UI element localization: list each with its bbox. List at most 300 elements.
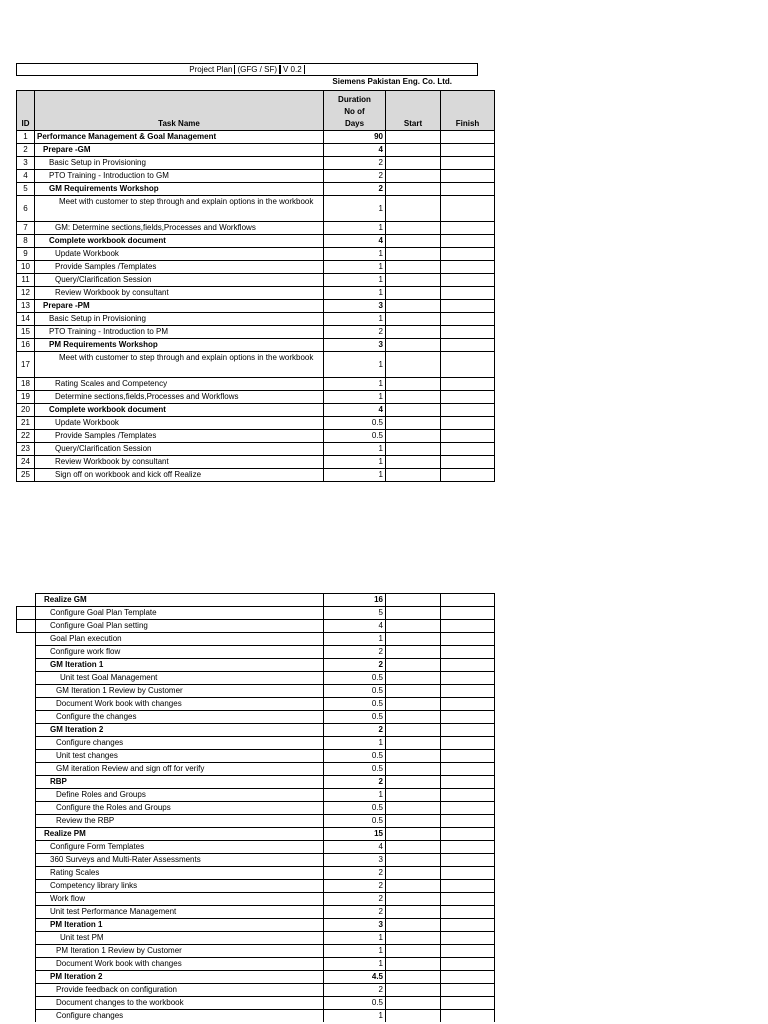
row-start-cell[interactable] (386, 300, 441, 313)
row-id: 25 (17, 469, 35, 482)
row-finish-cell[interactable] (441, 1010, 495, 1023)
row-finish-cell[interactable] (441, 906, 495, 919)
row-task-name: Configure changes (36, 737, 324, 750)
row-id (17, 867, 36, 880)
row-start-cell[interactable] (386, 828, 441, 841)
row-duration: 3 (324, 854, 386, 867)
row-finish-cell[interactable] (441, 659, 495, 672)
row-start-cell[interactable] (386, 378, 441, 391)
row-duration: 0.5 (324, 997, 386, 1010)
row-duration: 5 (324, 607, 386, 620)
row-duration: 0.5 (324, 763, 386, 776)
row-start-cell[interactable] (386, 235, 441, 248)
row-task-name: Basic Setup in Provisioning (35, 157, 324, 170)
row-start-cell[interactable] (386, 750, 441, 763)
row-finish-cell[interactable] (441, 183, 495, 196)
realize-phase-table (16, 593, 495, 1022)
row-finish-cell[interactable] (441, 300, 495, 313)
row-start-cell[interactable] (386, 607, 441, 620)
row-id (17, 685, 36, 698)
row-id: 7 (17, 222, 35, 235)
row-id (17, 1010, 36, 1023)
row-duration: 90 (324, 131, 386, 144)
row-id (17, 880, 36, 893)
row-task-name: Configure Form Templates (36, 841, 324, 854)
row-task-name: Competency library links (36, 880, 324, 893)
row-finish-cell[interactable] (441, 685, 495, 698)
row-task-name: Configure Goal Plan setting (36, 620, 324, 633)
table-row (17, 417, 495, 430)
row-finish-cell[interactable] (441, 997, 495, 1010)
table-row (17, 737, 495, 750)
title-part-1: (GFG / SF) (234, 65, 280, 74)
row-duration: 0.5 (324, 430, 386, 443)
row-task-name: Unit test Goal Management (36, 672, 324, 685)
row-start-cell[interactable] (386, 620, 441, 633)
row-task-name: Configure the changes (36, 711, 324, 724)
row-duration: 4 (324, 235, 386, 248)
row-id: 14 (17, 313, 35, 326)
row-finish-cell[interactable] (441, 711, 495, 724)
row-start-cell[interactable] (386, 880, 441, 893)
row-id (17, 958, 36, 971)
row-start-cell[interactable] (386, 997, 441, 1010)
row-start-cell[interactable] (386, 841, 441, 854)
row-duration: 2 (324, 984, 386, 997)
row-finish-cell[interactable] (441, 737, 495, 750)
row-duration: 0.5 (324, 685, 386, 698)
row-finish-cell[interactable] (441, 750, 495, 763)
row-start-cell[interactable] (386, 1010, 441, 1023)
row-finish-cell[interactable] (441, 958, 495, 971)
row-start-cell[interactable] (386, 854, 441, 867)
header-start: Start (386, 91, 441, 131)
row-finish-cell[interactable] (441, 456, 495, 469)
row-start-cell[interactable] (386, 737, 441, 750)
row-task-name: Document Work book with changes (36, 698, 324, 711)
table-row (17, 469, 495, 482)
row-start-cell[interactable] (386, 248, 441, 261)
row-id (17, 841, 36, 854)
title-part-2: V 0.2 (280, 65, 305, 74)
row-finish-cell[interactable] (441, 854, 495, 867)
header-task-name: Task Name (35, 91, 324, 131)
row-task-name: Realize PM (36, 828, 324, 841)
row-id (17, 893, 36, 906)
row-start-cell[interactable] (386, 594, 441, 607)
header-duration-line-3: Days (344, 119, 365, 128)
table-row (17, 828, 495, 841)
row-task-name: PTO Training - Introduction to PM (35, 326, 324, 339)
row-task-name: Work flow (36, 893, 324, 906)
row-task-name: Meet with customer to step through and explain options in the workbook (35, 196, 324, 222)
row-duration: 3 (324, 339, 386, 352)
row-start-cell[interactable] (386, 183, 441, 196)
row-finish-cell[interactable] (441, 867, 495, 880)
row-id (17, 997, 36, 1010)
row-task-name: Performance Management & Goal Management (35, 131, 324, 144)
row-duration: 2 (324, 776, 386, 789)
table-row (17, 802, 495, 815)
row-id: 11 (17, 274, 35, 287)
row-start-cell[interactable] (386, 763, 441, 776)
row-finish-cell[interactable] (441, 469, 495, 482)
row-duration: 0.5 (324, 672, 386, 685)
table-row (17, 378, 495, 391)
row-finish-cell[interactable] (441, 893, 495, 906)
row-finish-cell[interactable] (441, 157, 495, 170)
row-task-name: Complete workbook document (35, 235, 324, 248)
row-start-cell[interactable] (386, 274, 441, 287)
row-start-cell[interactable] (386, 815, 441, 828)
row-duration: 4 (324, 620, 386, 633)
row-id (17, 620, 36, 633)
row-id (17, 802, 36, 815)
row-task-name: Meet with customer to step through and explain options in the workbook (35, 352, 324, 378)
row-id (17, 789, 36, 802)
table-row (17, 659, 495, 672)
row-task-name: Prepare -GM (35, 144, 324, 157)
table-row (17, 144, 495, 157)
row-start-cell[interactable] (386, 698, 441, 711)
table-row (17, 997, 495, 1010)
table-row (17, 750, 495, 763)
row-start-cell[interactable] (386, 404, 441, 417)
table-row (17, 300, 495, 313)
row-task-name: Goal Plan execution (36, 633, 324, 646)
row-id: 4 (17, 170, 35, 183)
row-duration: 2 (324, 724, 386, 737)
row-finish-cell[interactable] (441, 776, 495, 789)
row-task-name: Prepare -PM (35, 300, 324, 313)
row-id (17, 594, 36, 607)
row-duration: 2 (324, 326, 386, 339)
table-row (17, 854, 495, 867)
row-finish-cell[interactable] (441, 430, 495, 443)
row-id (17, 607, 36, 620)
row-start-cell[interactable] (386, 144, 441, 157)
row-id: 16 (17, 339, 35, 352)
row-start-cell[interactable] (386, 906, 441, 919)
row-task-name: Sign off on workbook and kick off Realize (35, 469, 324, 482)
row-start-cell[interactable] (386, 646, 441, 659)
table-row (17, 261, 495, 274)
row-start-cell[interactable] (386, 971, 441, 984)
row-task-name: Realize GM (36, 594, 324, 607)
row-id (17, 945, 36, 958)
row-duration: 2 (324, 880, 386, 893)
row-task-name: PM Iteration 1 (36, 919, 324, 932)
row-task-name: Define Roles and Groups (36, 789, 324, 802)
row-start-cell[interactable] (386, 659, 441, 672)
row-task-name: Complete workbook document (35, 404, 324, 417)
row-start-cell[interactable] (386, 932, 441, 945)
table-row (17, 248, 495, 261)
row-task-name: GM Iteration 2 (36, 724, 324, 737)
row-start-cell[interactable] (386, 469, 441, 482)
row-start-cell[interactable] (386, 919, 441, 932)
row-finish-cell[interactable] (441, 802, 495, 815)
row-start-cell[interactable] (386, 672, 441, 685)
row-finish-cell[interactable] (441, 261, 495, 274)
row-task-name: Provide feedback on configuration (36, 984, 324, 997)
row-task-name: RBP (36, 776, 324, 789)
row-start-cell[interactable] (386, 867, 441, 880)
project-plan-table (16, 90, 495, 482)
row-finish-cell[interactable] (441, 131, 495, 144)
table-row (17, 724, 495, 737)
table-row (17, 1010, 495, 1023)
row-finish-cell[interactable] (441, 698, 495, 711)
row-id: 5 (17, 183, 35, 196)
row-duration: 4.5 (324, 971, 386, 984)
row-task-name: PM Iteration 1 Review by Customer (36, 945, 324, 958)
row-finish-cell[interactable] (441, 932, 495, 945)
row-start-cell[interactable] (386, 326, 441, 339)
row-id: 24 (17, 456, 35, 469)
row-duration: 0.5 (324, 750, 386, 763)
row-finish-cell[interactable] (441, 919, 495, 932)
row-task-name: Unit test PM (36, 932, 324, 945)
table-row (17, 984, 495, 997)
row-finish-cell[interactable] (441, 222, 495, 235)
row-finish-cell[interactable] (441, 841, 495, 854)
table-row (17, 776, 495, 789)
row-duration: 1 (324, 287, 386, 300)
row-finish-cell[interactable] (441, 945, 495, 958)
row-task-name: Basic Setup in Provisioning (35, 313, 324, 326)
row-finish-cell[interactable] (441, 248, 495, 261)
row-duration: 1 (324, 391, 386, 404)
table-row (17, 456, 495, 469)
row-start-cell[interactable] (386, 776, 441, 789)
header-duration-line-2: No of (344, 107, 365, 116)
row-id: 8 (17, 235, 35, 248)
row-task-name: Determine sections,fields,Processes and Workflows (35, 391, 324, 404)
row-id (17, 984, 36, 997)
table-row (17, 685, 495, 698)
company-name: Siemens Pakistan Eng. Co. Ltd. (332, 77, 452, 86)
row-duration: 1 (324, 737, 386, 750)
table-row (17, 646, 495, 659)
row-finish-cell[interactable] (441, 815, 495, 828)
row-finish-cell[interactable] (441, 339, 495, 352)
row-task-name: 360 Surveys and Multi-Rater Assessments (36, 854, 324, 867)
row-id: 18 (17, 378, 35, 391)
table-row (17, 339, 495, 352)
header-duration-line-1: Duration (338, 95, 371, 104)
row-id: 12 (17, 287, 35, 300)
row-task-name: Review Workbook by consultant (35, 456, 324, 469)
table-row (17, 607, 495, 620)
row-id (17, 828, 36, 841)
row-duration: 1 (324, 352, 386, 378)
row-finish-cell[interactable] (441, 391, 495, 404)
row-duration: 1 (324, 789, 386, 802)
table-row (17, 633, 495, 646)
row-start-cell[interactable] (386, 984, 441, 997)
row-duration: 2 (324, 183, 386, 196)
row-start-cell[interactable] (386, 287, 441, 300)
row-duration: 1 (324, 1010, 386, 1023)
row-id (17, 646, 36, 659)
table-row (17, 698, 495, 711)
table-row (17, 880, 495, 893)
row-task-name: PM Requirements Workshop (35, 339, 324, 352)
row-id (17, 763, 36, 776)
row-finish-cell[interactable] (441, 196, 495, 222)
row-start-cell[interactable] (386, 352, 441, 378)
row-id (17, 672, 36, 685)
row-id: 15 (17, 326, 35, 339)
row-task-name: Query/Clarification Session (35, 274, 324, 287)
row-id (17, 906, 36, 919)
row-start-cell[interactable] (386, 802, 441, 815)
table-row (17, 274, 495, 287)
row-finish-cell[interactable] (441, 287, 495, 300)
header-duration (324, 91, 386, 131)
row-start-cell[interactable] (386, 417, 441, 430)
row-start-cell[interactable] (386, 131, 441, 144)
row-start-cell[interactable] (386, 724, 441, 737)
row-task-name: Unit test changes (36, 750, 324, 763)
row-start-cell[interactable] (386, 789, 441, 802)
table-row (17, 235, 495, 248)
table-row (17, 352, 495, 378)
row-finish-cell[interactable] (441, 789, 495, 802)
row-start-cell[interactable] (386, 196, 441, 222)
row-start-cell[interactable] (386, 711, 441, 724)
row-duration: 0.5 (324, 802, 386, 815)
row-finish-cell[interactable] (441, 417, 495, 430)
row-start-cell[interactable] (386, 222, 441, 235)
row-task-name: GM iteration Review and sign off for verify (36, 763, 324, 776)
row-finish-cell[interactable] (441, 170, 495, 183)
table-row (17, 945, 495, 958)
row-duration: 1 (324, 274, 386, 287)
row-duration: 1 (324, 945, 386, 958)
row-start-cell[interactable] (386, 391, 441, 404)
row-start-cell[interactable] (386, 157, 441, 170)
table-row (17, 196, 495, 222)
row-task-name: Rating Scales (36, 867, 324, 880)
row-finish-cell[interactable] (441, 443, 495, 456)
table-row (17, 131, 495, 144)
row-id (17, 932, 36, 945)
row-finish-cell[interactable] (441, 313, 495, 326)
project-plan-rows (17, 131, 495, 482)
row-start-cell[interactable] (386, 945, 441, 958)
row-finish-cell[interactable] (441, 144, 495, 157)
row-id (17, 971, 36, 984)
row-start-cell[interactable] (386, 313, 441, 326)
row-task-name: GM Iteration 1 Review by Customer (36, 685, 324, 698)
row-duration: 1 (324, 313, 386, 326)
row-finish-cell[interactable] (441, 633, 495, 646)
row-task-name: Review the RBP (36, 815, 324, 828)
header-id: ID (17, 91, 35, 131)
table-row (17, 183, 495, 196)
table-row (17, 815, 495, 828)
row-id (17, 698, 36, 711)
row-finish-cell[interactable] (441, 828, 495, 841)
table-row (17, 170, 495, 183)
row-duration: 1 (324, 248, 386, 261)
row-id (17, 659, 36, 672)
table-row (17, 157, 495, 170)
row-start-cell[interactable] (386, 633, 441, 646)
row-task-name: Unit test Performance Management (36, 906, 324, 919)
row-duration: 1 (324, 932, 386, 945)
row-id: 22 (17, 430, 35, 443)
row-task-name: Review Workbook by consultant (35, 287, 324, 300)
row-task-name: Provide Samples /Templates (35, 430, 324, 443)
row-id: 20 (17, 404, 35, 417)
row-start-cell[interactable] (386, 893, 441, 906)
row-finish-cell[interactable] (441, 274, 495, 287)
row-finish-cell[interactable] (441, 594, 495, 607)
row-task-name: Provide Samples /Templates (35, 261, 324, 274)
row-duration: 2 (324, 906, 386, 919)
row-duration: 1 (324, 261, 386, 274)
header-finish: Finish (441, 91, 495, 131)
row-start-cell[interactable] (386, 685, 441, 698)
row-start-cell[interactable] (386, 958, 441, 971)
row-finish-cell[interactable] (441, 378, 495, 391)
row-finish-cell[interactable] (441, 672, 495, 685)
row-start-cell[interactable] (386, 339, 441, 352)
row-task-name: Configure changes (36, 1010, 324, 1023)
row-start-cell[interactable] (386, 443, 441, 456)
table-row (17, 906, 495, 919)
row-finish-cell[interactable] (441, 620, 495, 633)
row-duration: 2 (324, 170, 386, 183)
row-id (17, 724, 36, 737)
row-duration: 1 (324, 378, 386, 391)
table-row (17, 711, 495, 724)
title-prefix: Project Plan (189, 65, 233, 74)
row-finish-cell[interactable] (441, 763, 495, 776)
row-finish-cell[interactable] (441, 724, 495, 737)
row-start-cell[interactable] (386, 456, 441, 469)
row-finish-cell[interactable] (441, 880, 495, 893)
row-finish-cell[interactable] (441, 984, 495, 997)
row-duration: 4 (324, 404, 386, 417)
row-duration: 1 (324, 222, 386, 235)
row-finish-cell[interactable] (441, 404, 495, 417)
row-finish-cell[interactable] (441, 352, 495, 378)
row-finish-cell[interactable] (441, 971, 495, 984)
row-duration: 16 (324, 594, 386, 607)
row-start-cell[interactable] (386, 261, 441, 274)
row-id: 1 (17, 131, 35, 144)
row-start-cell[interactable] (386, 430, 441, 443)
row-duration: 2 (324, 659, 386, 672)
table-row (17, 971, 495, 984)
row-finish-cell[interactable] (441, 235, 495, 248)
row-id: 6 (17, 196, 35, 222)
row-finish-cell[interactable] (441, 326, 495, 339)
row-duration: 1 (324, 456, 386, 469)
row-finish-cell[interactable] (441, 607, 495, 620)
row-task-name: PM Iteration 2 (36, 971, 324, 984)
row-finish-cell[interactable] (441, 646, 495, 659)
table-row (17, 313, 495, 326)
row-duration: 2 (324, 893, 386, 906)
row-start-cell[interactable] (386, 170, 441, 183)
row-duration: 0.5 (324, 815, 386, 828)
table-row (17, 430, 495, 443)
